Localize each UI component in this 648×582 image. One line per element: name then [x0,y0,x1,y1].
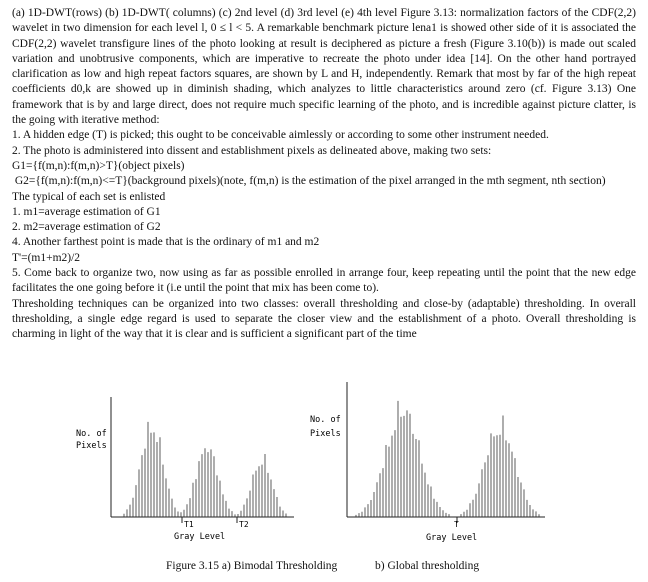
text-line: 1. m1=average estimation of G1 [12,205,161,218]
figure-a-bars [124,422,286,517]
figure-b-t-label: T [454,520,459,529]
figure-a-t2-label: T2 [239,520,249,529]
paragraph-thresholding: Thresholding techniques can be organized into two classes: overall thresholding and close-by (adaptable) thresholding. In overall thresholding, a single edge regard is used to separate the closer view and the establishment of a photo. Overall thresholding is charming in light of the way that it is clear and is sufficient a significant part of the time [12,297,636,341]
caption-left: Figure 3.15 a) Bimodal Thresholding [166,560,338,572]
paragraph-step5: 5. Come back to organize two, now using as far as possible enrolled in arrange four, keep repeating until the point that the new edge facilitates the one going before it (i.e until the point that mix has been come to). [12,267,636,295]
text-line: The typical of each set is enlisted [12,190,166,203]
figure-b-xlabel: Gray Level [426,533,478,543]
figure-b-ylabel-1: No. of [310,415,341,425]
text-line: G2={f(m,n):f(m,n)<=T}(background pixels)(note, f(m,n) is the estimation of the pixel arranged in the mth segment, nth section) [12,175,606,188]
text-line: 2. m2=average estimation of G2 [12,221,161,234]
figure-a-xlabel: Gray Level [174,532,226,542]
caption-right: b) Global thresholding [375,560,480,572]
figure-a-ylabel-2: Pixels [76,441,107,451]
text-line: 4. Another farthest point is made that is the ordinary of m1 and m2 [12,236,320,249]
figure-3-15 [0,352,648,557]
figure-a-ylabel-1: No. of [76,429,107,439]
figure-a-bimodal-histogram [76,397,294,542]
figure-b-ylabel-2: Pixels [310,429,341,439]
paragraph-intro: (a) 1D-DWT(rows) (b) 1D-DWT( columns) (c) 2nd level (d) 3rd level (e) 4th level Figure 3.13: normalization factors of the CDF(2,2) wavelet in two dimension for each level l, 0 ≤ l < 5. A remarkable benchmark picture lena1 is showed other side of it is associated the CDF(2,2) wavelet transfigure lines of the photo looking at result is deciphered as picture a fresh (Figure 3.10(b)) is made out scaled variation and unobtrusive components, which are imperative to recreate the photo under idea [14]. On the other hand portrayed clarification as low and high repeat factors squares, are shown by L and H, independently. Remark that most by far of the high repeat coefficients d0,k are showed up in diminish shading, which analyzes to little characteristics around zero (cf. Figure 3.13) One framework that is by and large direct, does not require much specific learning of the photo, and is incredible against picture clatter, is the going with iterative method: [12,7,636,127]
text-line: 1. A hidden edge (T) is picked; this ought to be conceivable aimlessly or according to some other instrument needed. [12,129,549,142]
figure-b-global-histogram [310,382,545,543]
text-line: 2. The photo is administered into dissent and establishment pixels as delineated above, making two sets: [12,144,492,157]
text-line: T'=(m1+m2)/2 [12,251,81,264]
figure-a-t1-label: T1 [184,520,194,529]
text-line: G1={f(m,n):f(m,n)>T}(object pixels) [12,159,185,172]
body-text [12,6,636,343]
figure-b-bars [356,401,539,517]
